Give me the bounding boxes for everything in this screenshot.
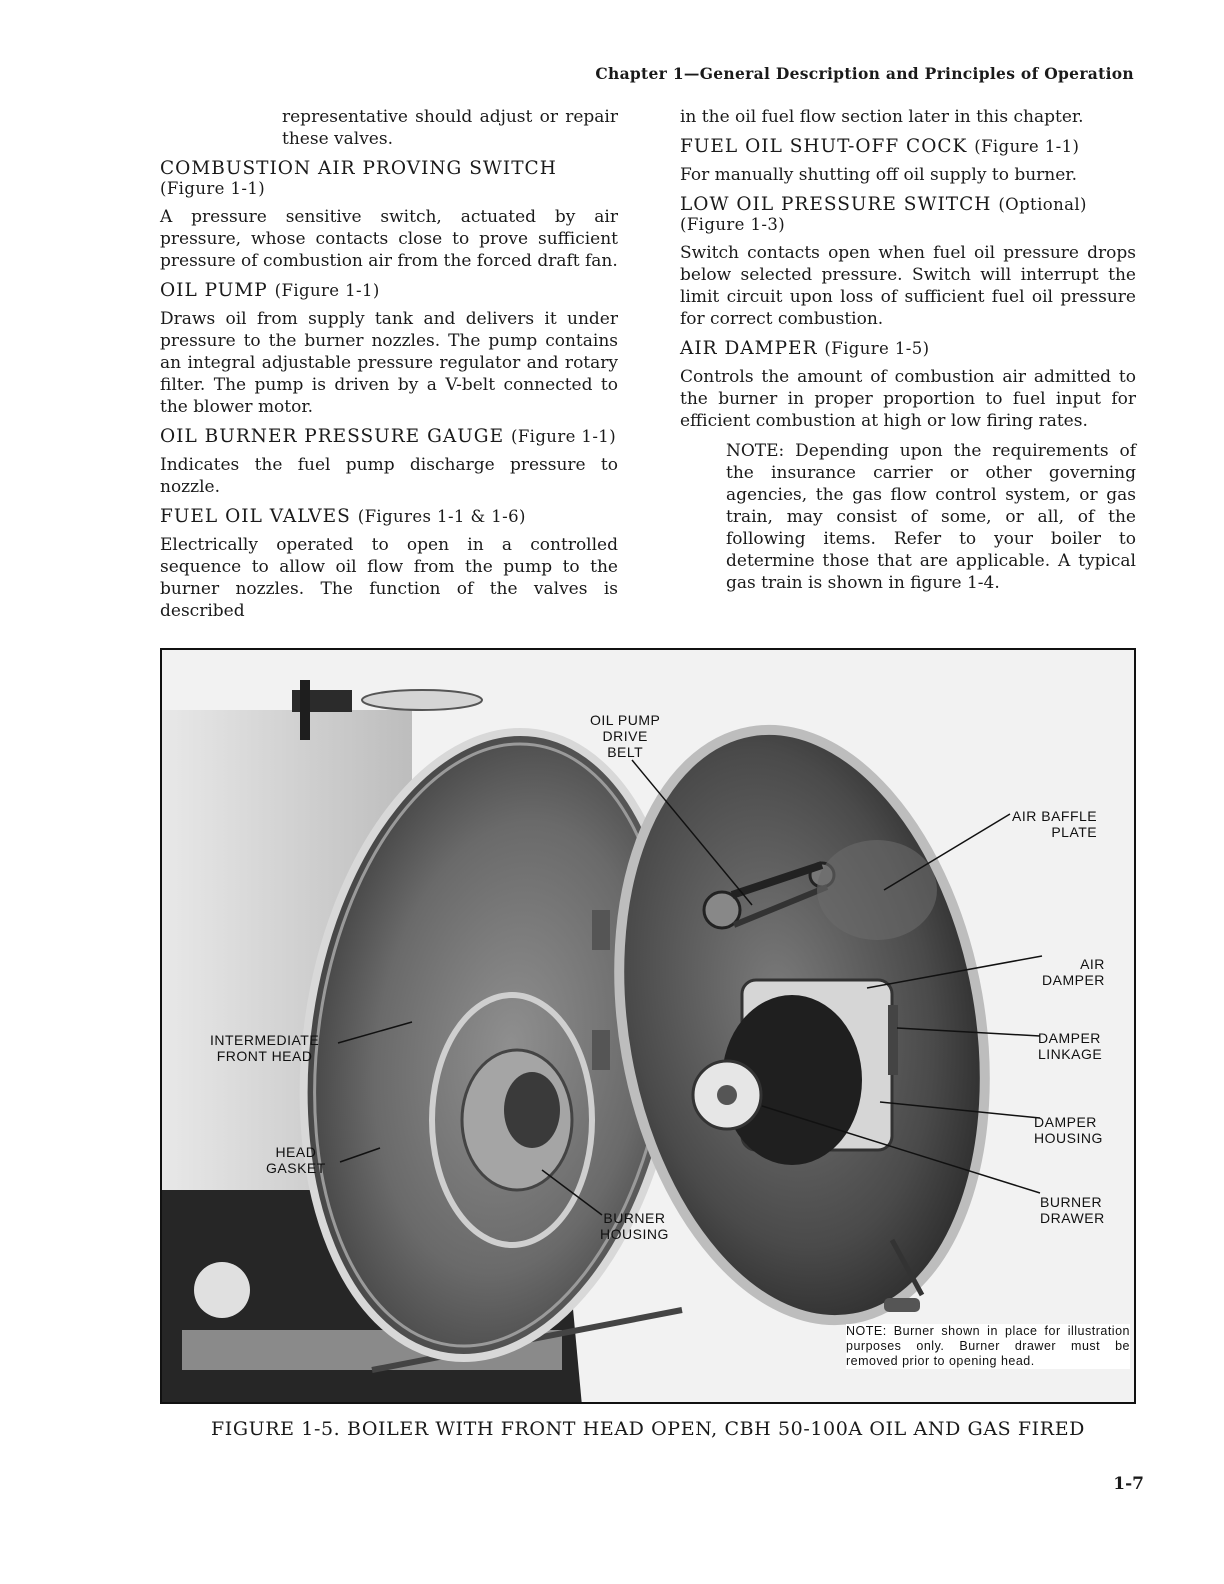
heading-text: AIR DAMPER	[680, 338, 818, 359]
gas-train-note: NOTE: Depending upon the requirements of the insurance carrier or other governing agencies, the gas flow control system, or gas train, may consist of some, or all, of the following items. Refer to your boiler to determine those that are applicable. A typical gas train is shown in figure 1-4.	[726, 441, 1136, 593]
top-fitting-stem	[300, 680, 310, 740]
sight-port-left	[194, 1262, 250, 1318]
heading-ref: (Figure 1-1)	[160, 179, 266, 198]
section-heading-low-oil-pressure-switch	[680, 194, 1136, 236]
hinge-upper	[592, 910, 610, 950]
heading-ref: (Figure 1-1)	[510, 427, 617, 446]
callout-air-baffle-plate: AIR BAFFLE PLATE	[1012, 808, 1098, 840]
page-number: 1-7	[1113, 1474, 1144, 1494]
heading-ref-2: (Figure 1-3)	[680, 215, 786, 234]
callout-damper-housing: DAMPER HOUSING	[1034, 1114, 1103, 1146]
heading-text: FUEL OIL VALVES	[160, 506, 351, 527]
top-flange	[362, 690, 482, 710]
section-body-fuel-oil-valves: Electrically operated to open in a controlled sequence to allow oil flow from the pump to the burner nozzles. The function of the valves is described	[160, 535, 618, 621]
burner-housing-opening	[504, 1072, 560, 1148]
heading-text: OIL BURNER PRESSURE GAUGE	[160, 426, 505, 447]
head-handle-grip	[884, 1298, 920, 1312]
callout-intermediate-front-head: INTERMEDIATE FRONT HEAD	[210, 1032, 320, 1064]
left-column	[160, 106, 618, 630]
section-body-fuel-oil-shut-off-cock: For manually shutting off oil supply to burner.	[680, 165, 1077, 185]
air-baffle-plate	[817, 840, 937, 940]
callout-oil-pump-drive-belt: OIL PUMP DRIVE BELT	[590, 712, 661, 760]
section-body-oil-burner-pressure-gauge: Indicates the fuel pump discharge pressure to nozzle.	[160, 455, 618, 497]
figure-note: NOTE: Burner shown in place for illustration purposes only. Burner drawer must be removed prior to opening head.	[846, 1324, 1130, 1368]
heading-ref: (Figure 1-1)	[274, 281, 380, 300]
section-body-combustion-air-proving-switch: A pressure sensitive switch, actuated by air pressure, whose contacts close to prove sufficient pressure of combustion air from the forced draft fan.	[160, 207, 618, 271]
callout-burner-drawer: BURNER DRAWER	[1040, 1194, 1105, 1226]
heading-text: OIL PUMP	[160, 280, 268, 301]
right-column	[680, 106, 1136, 602]
heading-ref: (Optional)	[998, 195, 1087, 214]
heading-ref: (Figure 1-5)	[824, 339, 930, 358]
section-heading-fuel-oil-valves	[160, 506, 618, 528]
chapter-header: Chapter 1—General Description and Principles of Operation	[595, 64, 1134, 83]
boiler-illustration	[162, 650, 1136, 1404]
figure-caption: FIGURE 1-5. BOILER WITH FRONT HEAD OPEN, CBH 50-100A OIL AND GAS FIRED	[210, 1418, 1085, 1440]
callout-damper-linkage: DAMPER LINKAGE	[1038, 1030, 1103, 1062]
left-intro-text: representative should adjust or repair these valves.	[282, 107, 618, 149]
heading-ref: (Figure 1-1)	[974, 137, 1080, 156]
heading-ref: (Figures 1-1 & 1-6)	[357, 507, 526, 526]
burner-drawer-center	[717, 1085, 737, 1105]
section-body-air-damper: Controls the amount of combustion air admitted to the burner in proper proportion to fuel input for efficient combustion at high or low firing rates.	[680, 367, 1136, 431]
section-heading-fuel-oil-shut-off-cock	[680, 136, 1136, 158]
section-heading-oil-pump	[160, 280, 618, 302]
callout-burner-housing: BURNER HOUSING	[600, 1210, 669, 1242]
right-intro-text: in the oil fuel flow section later in this chapter.	[680, 107, 1084, 127]
heading-text: FUEL OIL SHUT-OFF COCK	[680, 136, 968, 157]
damper-linkage-arm	[888, 1005, 898, 1075]
boiler-figure	[160, 648, 1136, 1404]
section-body-oil-pump: Draws oil from supply tank and delivers it under pressure to the burner nozzles. The pump contains an integral adjustable pressure regulator and rotary filter. The pump is driven by a V-belt connected to the blower motor.	[160, 309, 618, 417]
section-heading-air-damper	[680, 338, 1136, 360]
heading-text: COMBUSTION AIR PROVING SWITCH	[160, 158, 557, 179]
section-heading-oil-burner-pressure-gauge	[160, 426, 618, 448]
section-body-low-oil-pressure-switch: Switch contacts open when fuel oil pressure drops below selected pressure. Switch will interrupt the limit circuit upon loss of sufficient fuel oil pressure for correct combustion.	[680, 243, 1136, 329]
hinge-lower	[592, 1030, 610, 1070]
callout-head-gasket: HEAD GASKET	[266, 1144, 326, 1176]
callout-air-damper: AIR DAMPER	[1042, 956, 1105, 988]
heading-text: LOW OIL PRESSURE SWITCH	[680, 194, 992, 215]
section-heading-combustion-air-proving-switch	[160, 158, 618, 200]
